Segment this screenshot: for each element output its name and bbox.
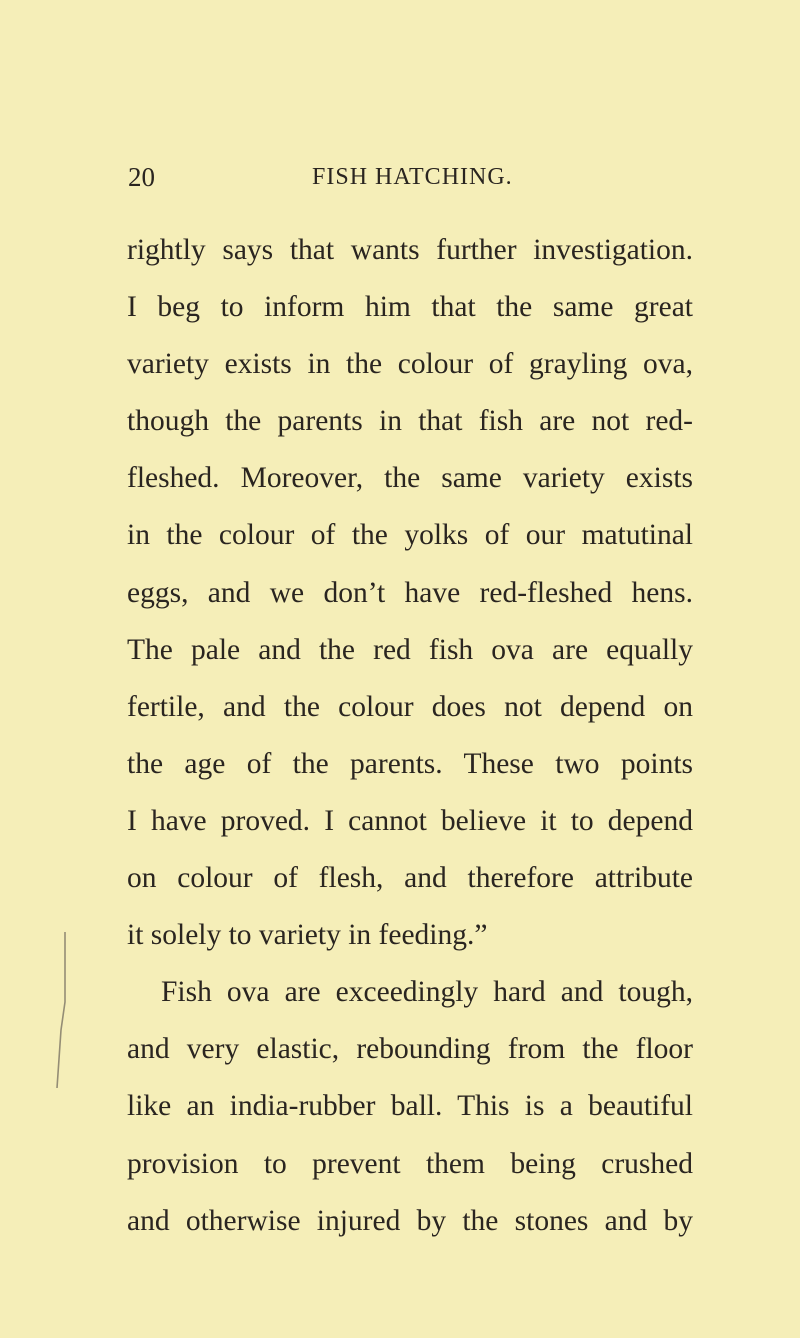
text-line: though the parents in that fish are not red- bbox=[127, 405, 693, 438]
text-line: on colour of flesh, and therefore attribute bbox=[127, 862, 693, 895]
text-line: like an india-rubber ball. This is a beautiful bbox=[127, 1090, 693, 1123]
text-line: I have proved. I cannot believe it to depend bbox=[127, 804, 693, 837]
text-line: and otherwise injured by the stones and by bbox=[127, 1204, 693, 1237]
text-line: the age of the parents. These two points bbox=[127, 747, 693, 780]
text-line: eggs, and we don’t have red-fleshed hens. bbox=[127, 576, 693, 609]
page-header bbox=[128, 162, 688, 192]
text-line: variety exists in the colour of grayling ova, bbox=[127, 348, 693, 381]
body-text bbox=[127, 222, 693, 1250]
text-line: The pale and the red fish ova are equally bbox=[127, 633, 693, 666]
text-line: I beg to inform him that the same great bbox=[127, 291, 693, 324]
paragraph-end-line: it solely to variety in feeding.” bbox=[127, 919, 488, 952]
paragraph-start-line: Fish ova are exceedingly hard and tough, bbox=[161, 976, 693, 1009]
running-title: FISH HATCHING. bbox=[312, 164, 513, 190]
text-line: rightly says that wants further investigation. bbox=[127, 234, 693, 266]
text-line: fertile, and the colour does not depend on bbox=[127, 690, 693, 723]
text-line: in the colour of the yolks of our matutinal bbox=[127, 519, 693, 552]
text-line: and very elastic, rebounding from the floor bbox=[127, 1033, 693, 1066]
page-number: 20 bbox=[128, 162, 155, 192]
margin-pencil-mark bbox=[55, 930, 69, 1090]
text-line: provision to prevent them being crushed bbox=[127, 1147, 693, 1180]
text-line: fleshed. Moreover, the same variety exists bbox=[127, 462, 693, 495]
